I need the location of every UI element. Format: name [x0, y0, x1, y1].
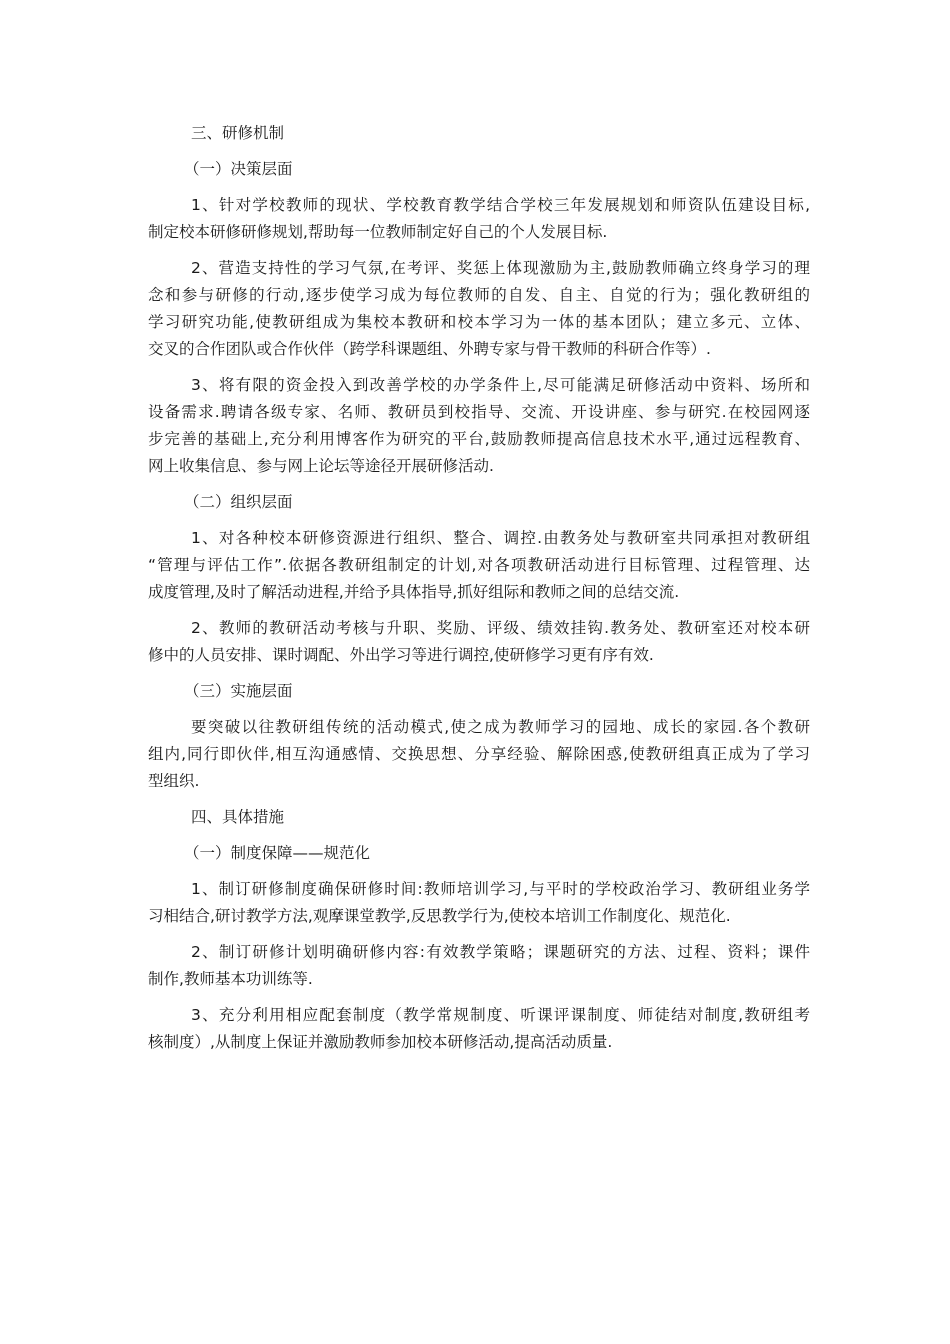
paragraph-line: 1、针对学校教师的现状、学校教育教学结合学校三年发展规划和师资队伍建设目标, — [191, 196, 810, 214]
paragraph-line: 1、制订研修制度确保研修时间:教师培训学习,与平时的学校政治学习、教研组业务学 — [191, 880, 810, 898]
paragraph-line: 交叉的合作团队或合作伙伴（跨学科课题组、外聘专家与骨干教师的科研合作等）. — [148, 340, 711, 358]
paragraph-institution-1 — [148, 876, 810, 930]
paragraph-line: 念和参与研修的行动,逐步使学习成为每位教师的自发、自主、自觉的行为；强化教研组的 — [148, 286, 810, 304]
paragraph-decision-3 — [148, 372, 810, 480]
paragraph-line: 步完善的基础上,充分利用博客作为研究的平台,鼓励教师提高信息技术水平,通过远程教育、 — [148, 430, 810, 448]
paragraph-line: 习相结合,研讨教学方法,观摩课堂教学,反思教学行为,使校本培训工作制度化、规范化. — [148, 907, 731, 925]
paragraph-line: 2、营造支持性的学习气氛,在考评、奖惩上体现激励为主,鼓励教师确立终身学习的理 — [191, 259, 810, 277]
subsection-heading-decision: （一）决策层面 — [184, 160, 293, 178]
paragraph-line: 要突破以往教研组传统的活动模式,使之成为教师学习的园地、成长的家园.各个教研 — [191, 718, 810, 736]
paragraph-line: 核制度）,从制度上保证并激励教师参加校本研修活动,提高活动质量. — [148, 1033, 613, 1051]
section-heading-4: 四、具体措施 — [191, 808, 285, 826]
paragraph-line: 网上收集信息、参与网上论坛等途径开展研修活动. — [148, 457, 494, 475]
document-body — [148, 120, 810, 1065]
paragraph-institution-2 — [148, 939, 810, 993]
paragraph-line: 成度管理,及时了解活动进程,并给予具体指导,抓好组际和教师之间的总结交流. — [148, 583, 680, 601]
paragraph-organization-2 — [148, 615, 810, 669]
paragraph-decision-2 — [148, 255, 810, 363]
paragraph-line: “管理与评估工作”.依据各教研组制定的计划,对各项教研活动进行目标管理、过程管理、达 — [148, 556, 810, 574]
paragraph-implementation — [148, 714, 810, 795]
paragraph-line: 组内,同行即伙伴,相互沟通感情、交换思想、分享经验、解除困惑,使教研组真正成为了学习 — [148, 745, 810, 763]
paragraph-line: 设备需求.聘请各级专家、名师、教研员到校指导、交流、开设讲座、参与研究.在校园网逐 — [148, 403, 810, 421]
subsection-heading-implementation: （三）实施层面 — [184, 682, 293, 700]
paragraph-line: 型组织. — [148, 772, 200, 790]
paragraph-line: 3、充分利用相应配套制度（教学常规制度、听课评课制度、师徒结对制度,教研组考 — [191, 1006, 810, 1024]
paragraph-organization-1 — [148, 525, 810, 606]
paragraph-line: 学习研究功能,使教研组成为集校本教研和校本学习为一体的基本团队；建立多元、立体、 — [148, 313, 810, 331]
paragraph-institution-3 — [148, 1002, 810, 1056]
paragraph-line: 制作,教师基本功训练等. — [148, 970, 313, 988]
paragraph-line: 2、制订研修计划明确研修内容:有效教学策略；课题研究的方法、过程、资料；课件 — [191, 943, 810, 961]
paragraph-line: 修中的人员安排、课时调配、外出学习等进行调控,使研修学习更有序有效. — [148, 646, 654, 664]
subsection-heading-organization: （二）组织层面 — [184, 493, 293, 511]
paragraph-decision-1 — [148, 192, 810, 246]
paragraph-line: 2、教师的教研活动考核与升职、奖励、评级、绩效挂钩.教务处、教研室还对校本研 — [191, 619, 810, 637]
paragraph-line: 1、对各种校本研修资源进行组织、整合、调控.由教务处与教研室共同承担对教研组 — [191, 529, 810, 547]
paragraph-line: 3、将有限的资金投入到改善学校的办学条件上,尽可能满足研修活动中资料、场所和 — [191, 376, 810, 394]
paragraph-line: 制定校本研修研修规划,帮助每一位教师制定好自己的个人发展目标. — [148, 223, 608, 241]
subsection-heading-institution: （一）制度保障——规范化 — [184, 844, 371, 862]
section-heading-3: 三、研修机制 — [191, 124, 285, 142]
